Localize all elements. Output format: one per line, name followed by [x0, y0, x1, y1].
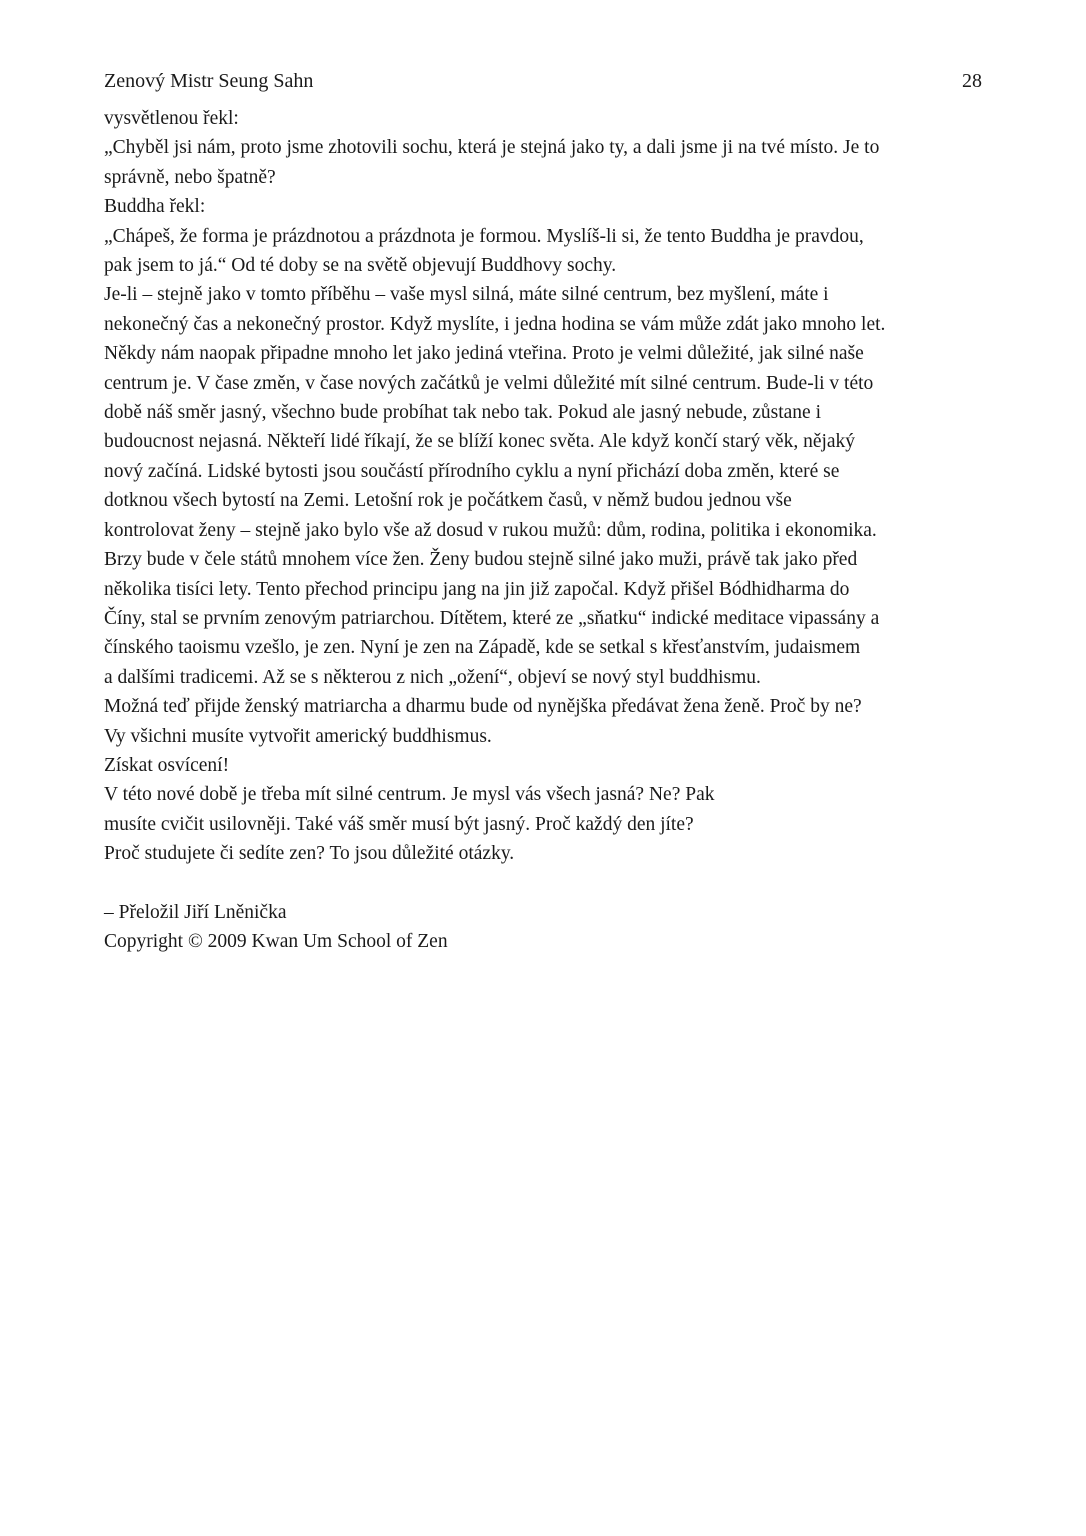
text-line: několika tisíci lety. Tento přechod principu jang na jin již započal. Když přišel Bódhidharma do: [104, 578, 850, 600]
text-line: nový začíná. Lidské bytosti jsou součástí přírodního cyklu a nyní přichází doba změn, které se: [104, 460, 840, 482]
translator-credit: – Přeložil Jiří Lněnička: [104, 901, 287, 923]
text-line: Buddha řekl:: [104, 196, 206, 218]
text-line: pak jsem to já.“ Od té doby se na světě objevují Buddhovy sochy.: [104, 255, 617, 277]
body-text: [104, 104, 994, 957]
text-line: a dalšími tradicemi. Až se s některou z nich „ožení“, objeví se nový styl buddhismu.: [104, 666, 761, 688]
text-line: V této nové době je třeba mít silné centrum. Je mysl vás všech jasná? Ne? Pak: [104, 784, 715, 806]
text-line: čínského taoismu vzešlo, je zen. Nyní je zen na Západě, kde se setkal s křesťanstvím, judaismem: [104, 637, 861, 659]
text-line: „Chyběl jsi nám, proto jsme zhotovili sochu, která je stejná jako ty, a dali jsme ji na tvé místo. Je to: [104, 137, 880, 159]
text-line: kontrolovat ženy – stejně jako bylo vše až dosud v rukou mužů: dům, rodina, politika i ekonomika.: [104, 519, 877, 541]
header-title: Zenový Mistr Seung Sahn: [104, 70, 314, 92]
copyright-notice: Copyright © 2009 Kwan Um School of Zen: [104, 931, 448, 953]
running-header: [104, 66, 982, 96]
text-line: Je-li – stejně jako v tomto příběhu – vaše mysl silná, máte silné centrum, bez myšlení, máte i: [104, 284, 829, 306]
text-line: Proč studujete či sedíte zen? To jsou důležité otázky.: [104, 843, 515, 865]
text-line: Získat osvícení!: [104, 754, 230, 776]
text-line: vysvětlenou řekl:: [104, 108, 239, 129]
text-line: nekonečný čas a nekonečný prostor. Když myslíte, i jedna hodina se vám může zdát jako mnoho let.: [104, 313, 886, 335]
page-number: 28: [962, 70, 982, 92]
text-line: době náš směr jasný, všechno bude probíhat tak nebo tak. Pokud ale jasný nebude, zůstane i: [104, 402, 821, 424]
text-line: musíte cvičit usilovněji. Také váš směr musí být jasný. Proč každý den jíte?: [104, 813, 694, 835]
text-line: Číny, stal se prvním zenovým patriarchou. Dítětem, které ze „sňatku“ indické meditace vipassány a: [104, 607, 880, 629]
text-line: Někdy nám naopak připadne mnoho let jako jediná vteřina. Proto je velmi důležité, jak silné naše: [104, 343, 864, 365]
text-line: „Chápeš, že forma je prázdnotou a prázdnota je formou. Myslíš-li si, že tento Buddha je pravdou,: [104, 225, 864, 247]
text-line: správně, nebo špatně?: [104, 166, 276, 188]
paragraph-gap: [104, 869, 994, 898]
text-line: dotknou všech bytostí na Zemi. Letošní rok je počátkem časů, v němž budou jednou vše: [104, 490, 792, 512]
text-line: Brzy bude v čele států mnohem více žen. Ženy budou stejně silné jako muži, právě tak jako před: [104, 549, 858, 571]
text-line: budoucnost nejasná. Někteří lidé říkají, že se blíží konec světa. Ale když končí starý věk, nějaký: [104, 431, 856, 453]
text-line: Možná teď přijde ženský matriarcha a dharmu bude od nynějška předávat žena ženě. Proč by ne?: [104, 696, 862, 718]
text-line: centrum je. V čase změn, v čase nových začátků je velmi důležité mít silné centrum. Bude-li v této: [104, 372, 874, 394]
text-line: Vy všichni musíte vytvořit americký buddhismus.: [104, 725, 492, 747]
